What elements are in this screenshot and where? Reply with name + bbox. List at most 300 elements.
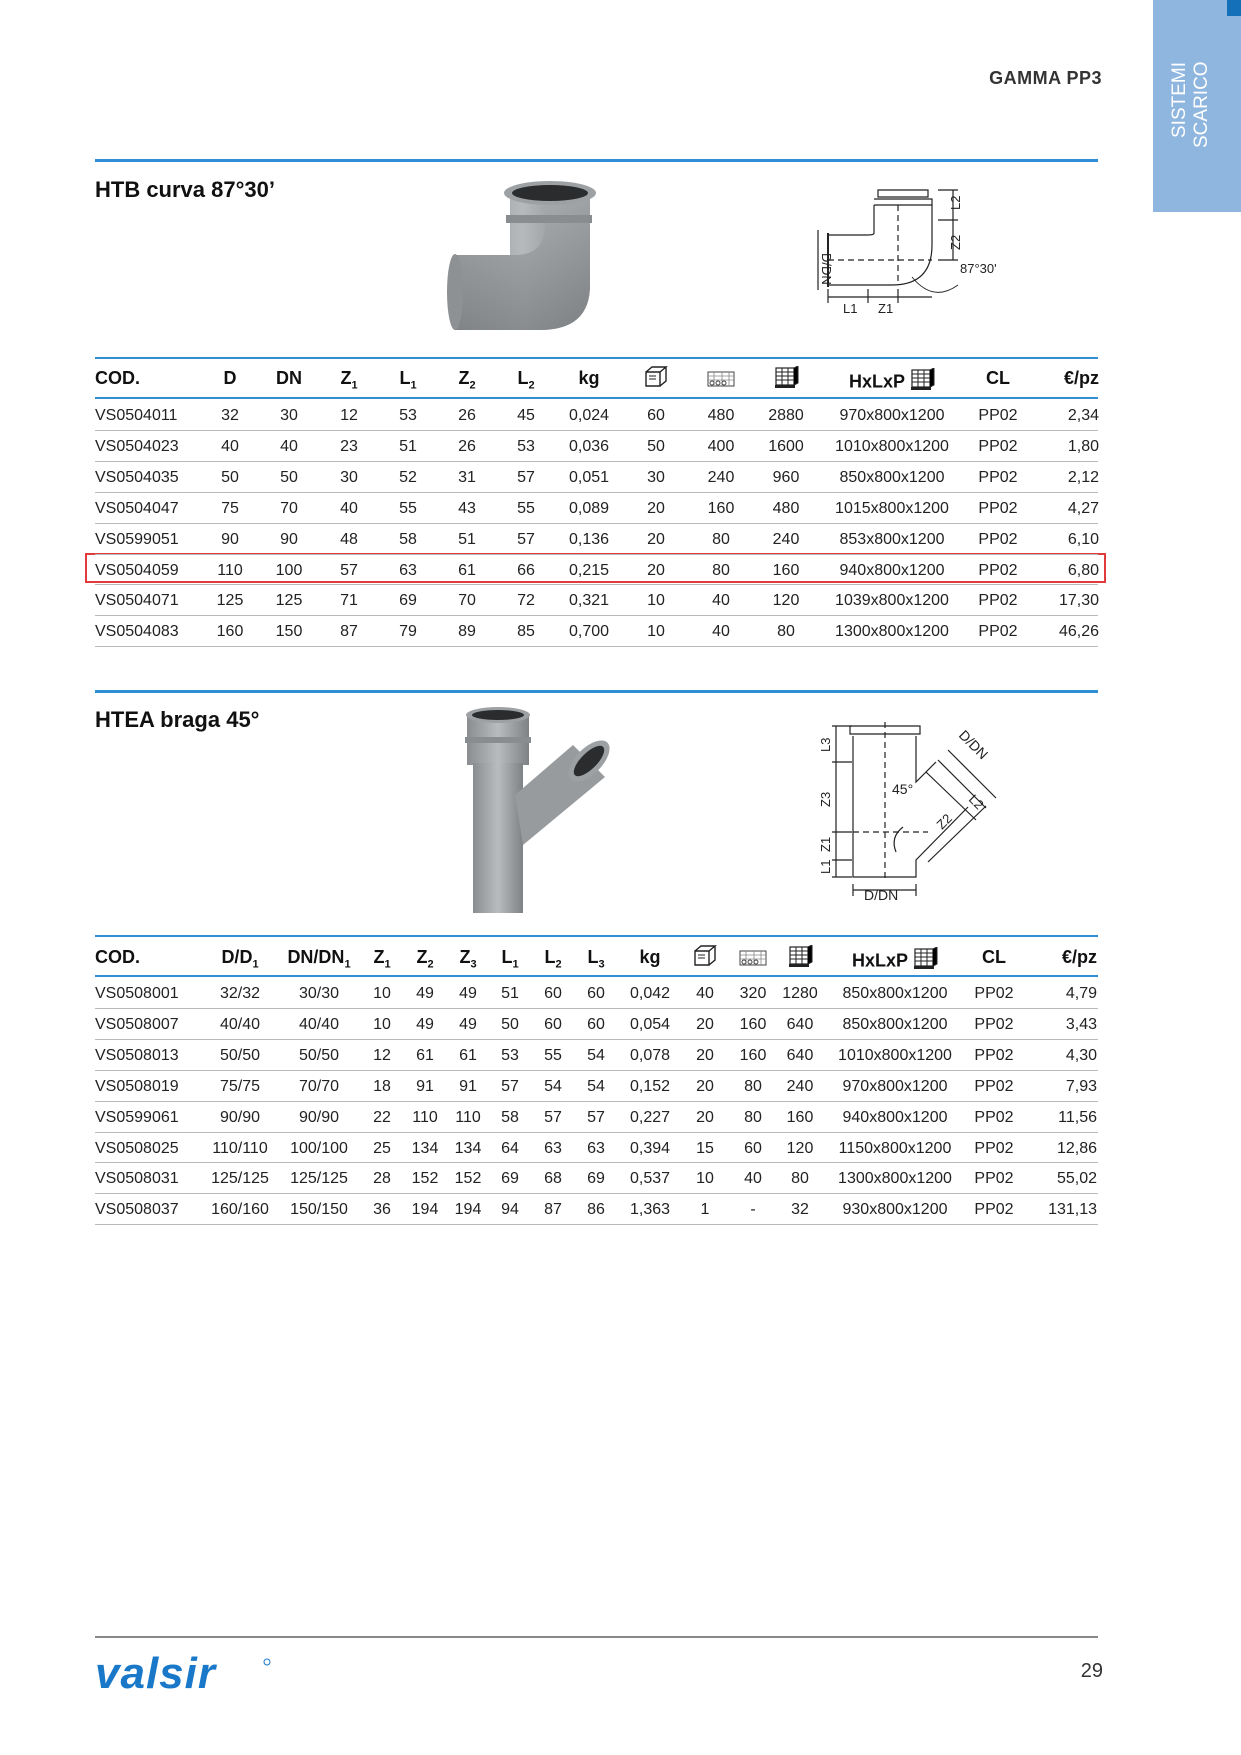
table-cell: 53 bbox=[399, 407, 417, 424]
table-cell: 50/50 bbox=[219, 1046, 261, 1064]
table-cell: VS0508031 bbox=[95, 1170, 179, 1188]
column-header: HxLxP bbox=[852, 947, 938, 976]
table-cell: 49 bbox=[416, 985, 434, 1002]
table-row-divider bbox=[95, 584, 1098, 585]
table-cell: 152 bbox=[411, 1170, 439, 1188]
table-cell: 850x800x1200 bbox=[842, 985, 948, 1002]
table-cell: 3,43 bbox=[1065, 1015, 1097, 1033]
table-header-rule bbox=[95, 397, 1098, 399]
table-cell: 120 bbox=[786, 1139, 814, 1157]
table-cell: 930x800x1200 bbox=[842, 1201, 948, 1219]
table-cell: VS0504035 bbox=[95, 468, 179, 486]
table-cell: 71 bbox=[340, 592, 358, 610]
table-cell: 400 bbox=[707, 437, 735, 455]
table-cell: 125 bbox=[216, 592, 244, 610]
column-header: $Z_2$ bbox=[416, 947, 434, 971]
table-cell: PP02 bbox=[974, 1108, 1014, 1126]
table-cell: 10 bbox=[373, 985, 391, 1002]
table-row-divider bbox=[95, 1101, 1098, 1102]
table-cell: 53 bbox=[517, 437, 535, 455]
table-cell: 2,12 bbox=[1067, 468, 1099, 486]
table-cell: PP02 bbox=[974, 985, 1014, 1002]
table-cell: 160 bbox=[707, 499, 735, 517]
table-cell: 22 bbox=[373, 1108, 391, 1126]
table-cell: PP02 bbox=[978, 530, 1018, 548]
column-header: COD. bbox=[95, 947, 140, 967]
table-cell: 60 bbox=[587, 1015, 605, 1033]
table-cell: 0,394 bbox=[629, 1139, 671, 1157]
table-cell: 58 bbox=[501, 1108, 519, 1126]
column-header: $Z_1$ bbox=[373, 947, 391, 971]
table-cell: 110/110 bbox=[212, 1139, 268, 1157]
table-cell: 12 bbox=[373, 1046, 391, 1064]
table-cell: 100/100 bbox=[290, 1139, 348, 1157]
table-cell: VS0508037 bbox=[95, 1201, 179, 1219]
table-row-divider bbox=[95, 523, 1098, 524]
table-cell: 940x800x1200 bbox=[839, 561, 945, 579]
table-row-divider bbox=[95, 1070, 1098, 1071]
table-cell: 10 bbox=[373, 1015, 391, 1033]
table-cell: 63 bbox=[544, 1139, 562, 1157]
table-cell: VS0599061 bbox=[95, 1108, 179, 1126]
table-cell: 120 bbox=[772, 592, 800, 610]
section-title-htb: HTB curva 87°30’ bbox=[95, 177, 275, 202]
table-cell: 69 bbox=[399, 592, 417, 610]
table-cell: 1150x800x1200 bbox=[838, 1139, 952, 1157]
table-cell: 36 bbox=[373, 1201, 391, 1219]
table-cell: 7,93 bbox=[1065, 1077, 1097, 1095]
product-range-title: GAMMA PP3 bbox=[989, 68, 1102, 88]
table-cell: 51 bbox=[399, 437, 417, 455]
table-cell: PP02 bbox=[978, 468, 1018, 486]
table-cell: 49 bbox=[459, 1015, 477, 1033]
table-cell: 110 bbox=[412, 1108, 438, 1126]
table-cell: 54 bbox=[544, 1077, 562, 1095]
table-cell: PP02 bbox=[974, 1046, 1014, 1064]
table-cell: 12 bbox=[340, 407, 358, 424]
table-cell: 70 bbox=[280, 499, 298, 517]
table-cell: 50 bbox=[280, 468, 298, 486]
table-cell: 85 bbox=[517, 623, 535, 641]
table-cell: 26 bbox=[458, 407, 476, 424]
table-cell: 125/125 bbox=[211, 1170, 269, 1188]
table-cell: 80 bbox=[744, 1108, 762, 1126]
valsir-logo bbox=[95, 1652, 275, 1696]
column-header: HxLxP bbox=[849, 368, 935, 397]
table-cell: 240 bbox=[786, 1077, 814, 1095]
table-cell: VS0504047 bbox=[95, 499, 179, 517]
table-row-divider bbox=[95, 554, 1098, 555]
table-cell: 6,10 bbox=[1067, 530, 1099, 548]
table-cell: 26 bbox=[458, 437, 476, 455]
table-cell: 480 bbox=[772, 499, 800, 517]
table-cell: 150 bbox=[275, 623, 303, 641]
table-cell: 60 bbox=[544, 985, 562, 1002]
box-icon bbox=[644, 366, 668, 393]
table-cell: 80 bbox=[777, 623, 795, 641]
table-cell: 0,136 bbox=[568, 530, 610, 548]
table-row-divider bbox=[95, 1162, 1098, 1163]
table-cell: 11,56 bbox=[1058, 1108, 1097, 1126]
table-cell: 134 bbox=[411, 1139, 439, 1157]
table-row-divider bbox=[95, 646, 1098, 647]
table-cell: 45 bbox=[517, 407, 535, 424]
htb-bend-technical-drawing bbox=[808, 185, 1018, 325]
table-cell: 60 bbox=[587, 985, 605, 1002]
table-cell: PP02 bbox=[978, 437, 1018, 455]
table-cell: 61 bbox=[459, 1046, 477, 1064]
table-cell: - bbox=[750, 1201, 756, 1219]
table-cell: 72 bbox=[517, 592, 535, 610]
table-cell: PP02 bbox=[978, 499, 1018, 517]
table-cell: 40/40 bbox=[219, 1015, 261, 1033]
pallet-icon bbox=[909, 376, 935, 396]
table-cell: 87 bbox=[544, 1201, 562, 1219]
label-l3: L3 bbox=[818, 737, 833, 752]
table-cell: 60 bbox=[647, 407, 665, 424]
column-header: $Z_1$ bbox=[340, 368, 358, 392]
table-cell: 640 bbox=[786, 1046, 814, 1064]
table-cell: 160 bbox=[786, 1108, 814, 1126]
table-cell: 240 bbox=[707, 468, 735, 486]
table-cell: 10 bbox=[647, 623, 665, 641]
table-cell: 0,051 bbox=[568, 468, 610, 486]
label-ddn: D/DN bbox=[819, 253, 834, 285]
table-cell: 18 bbox=[373, 1077, 391, 1095]
table-cell: 20 bbox=[696, 1015, 714, 1033]
table-cell: 0,152 bbox=[629, 1077, 671, 1095]
label-ddn-top: D/DN bbox=[955, 726, 992, 763]
label-l2: L2 bbox=[965, 791, 987, 813]
table-cell: VS0504011 bbox=[95, 407, 178, 424]
table-cell: 46,26 bbox=[1058, 623, 1099, 641]
table-cell: 51 bbox=[501, 985, 519, 1002]
table-cell: 0,036 bbox=[568, 437, 610, 455]
column-header: D bbox=[223, 368, 237, 388]
label-z1: Z1 bbox=[878, 301, 894, 316]
table-cell: 94 bbox=[501, 1201, 519, 1219]
column-header: €/pz bbox=[1061, 947, 1097, 967]
column-header: DN bbox=[276, 368, 302, 388]
table-cell: 54 bbox=[587, 1077, 605, 1095]
column-header: $L_1$ bbox=[501, 947, 519, 971]
table-row-divider bbox=[95, 1008, 1098, 1009]
table-cell: 40 bbox=[744, 1170, 762, 1188]
table-cell: 50 bbox=[221, 468, 239, 486]
table-row-divider bbox=[95, 492, 1098, 493]
table-cell: 110 bbox=[217, 561, 243, 579]
table-cell: 57 bbox=[544, 1108, 562, 1126]
page-number: 29 bbox=[1080, 1660, 1103, 1682]
table-cell: 60 bbox=[744, 1139, 762, 1157]
table-cell: 850x800x1200 bbox=[839, 468, 945, 486]
table-cell: 54 bbox=[587, 1046, 605, 1064]
table-cell: 110 bbox=[455, 1108, 481, 1126]
section-divider bbox=[95, 690, 1098, 693]
table-cell: VS0508025 bbox=[95, 1139, 179, 1157]
table-cell: 131,13 bbox=[1048, 1201, 1097, 1219]
table-cell: PP02 bbox=[978, 561, 1018, 579]
table-cell: 89 bbox=[458, 623, 476, 641]
table-cell: VS0504059 bbox=[95, 561, 179, 579]
table-cell: 90 bbox=[280, 530, 298, 548]
table-cell: 87 bbox=[340, 623, 358, 641]
table-cell: 6,80 bbox=[1067, 561, 1099, 579]
htea-branch-technical-drawing bbox=[808, 712, 1018, 912]
table-cell: 30 bbox=[647, 468, 665, 486]
pallet-icon bbox=[912, 955, 938, 975]
table-cell: 86 bbox=[587, 1201, 605, 1219]
section-title-htea: HTEA braga 45° bbox=[95, 707, 260, 732]
table-cell: 32/32 bbox=[219, 985, 261, 1002]
table-cell: 57 bbox=[517, 530, 535, 548]
table-cell: 31 bbox=[458, 468, 476, 486]
table-cell: 80 bbox=[712, 530, 730, 548]
table-cell: 50 bbox=[647, 437, 665, 455]
table-row-divider bbox=[95, 1039, 1098, 1040]
table-cell: 58 bbox=[399, 530, 417, 548]
table-cell: 194 bbox=[411, 1201, 439, 1219]
table-cell: VS0508019 bbox=[95, 1077, 179, 1095]
table-cell: 52 bbox=[399, 468, 417, 486]
table-cell: 75/75 bbox=[219, 1077, 261, 1095]
label-z3: Z3 bbox=[818, 791, 833, 807]
table-cell: 160/160 bbox=[211, 1201, 269, 1219]
table-cell: 79 bbox=[399, 623, 417, 641]
table-cell: 51 bbox=[458, 530, 476, 548]
table-cell: 30 bbox=[340, 468, 358, 486]
side-tab-line2: SCARICO bbox=[1191, 61, 1212, 148]
table-cell: 30/30 bbox=[298, 985, 340, 1002]
table-cell: 32 bbox=[791, 1201, 809, 1219]
table-cell: 69 bbox=[587, 1170, 605, 1188]
table-cell: 940x800x1200 bbox=[842, 1108, 948, 1126]
table-cell: 55,02 bbox=[1056, 1170, 1097, 1188]
table-cell: 0,042 bbox=[629, 985, 671, 1002]
table-cell: 40/40 bbox=[298, 1015, 340, 1033]
table-cell: PP02 bbox=[974, 1077, 1014, 1095]
label-z2: Z2 bbox=[933, 810, 955, 833]
table-cell: 0,321 bbox=[568, 592, 610, 610]
column-header: CL bbox=[982, 947, 1006, 967]
table-cell: 63 bbox=[587, 1139, 605, 1157]
table-row-divider bbox=[95, 1224, 1098, 1225]
table-cell: 40 bbox=[280, 437, 298, 455]
column-header: $D/D_1$ bbox=[221, 947, 259, 971]
table-cell: 61 bbox=[416, 1046, 434, 1064]
table-row-divider bbox=[95, 430, 1098, 431]
table-cell: 57 bbox=[340, 561, 358, 579]
table-row-divider bbox=[95, 1193, 1098, 1194]
table-cell: 160 bbox=[739, 1046, 767, 1064]
table-cell: 1010x800x1200 bbox=[838, 1046, 952, 1064]
logo-text: valsir bbox=[95, 1652, 216, 1696]
table-cell: 0,215 bbox=[568, 561, 610, 579]
table-cell: 853x800x1200 bbox=[839, 530, 945, 548]
table-cell: 0,537 bbox=[629, 1170, 671, 1188]
table-cell: 70 bbox=[458, 592, 476, 610]
column-header: CL bbox=[986, 368, 1010, 388]
column-header: kg bbox=[639, 947, 661, 967]
label-ddn-bottom: D/DN bbox=[864, 887, 899, 903]
table-cell: 90/90 bbox=[298, 1108, 340, 1126]
column-header: $L_1$ bbox=[399, 368, 417, 392]
table-cell: 970x800x1200 bbox=[842, 1077, 948, 1095]
table-cell: 20 bbox=[647, 530, 665, 548]
table-cell: 0,089 bbox=[568, 499, 610, 517]
table-cell: 61 bbox=[458, 561, 476, 579]
label-angle: 87°30' bbox=[960, 261, 997, 276]
table-cell: 0,227 bbox=[629, 1108, 671, 1126]
table-cell: 4,27 bbox=[1067, 499, 1099, 517]
table-cell: 55 bbox=[517, 499, 535, 517]
table-cell: 80 bbox=[791, 1170, 809, 1188]
table-cell: 480 bbox=[707, 407, 735, 424]
table-cell: 1300x800x1200 bbox=[838, 1170, 952, 1188]
table-cell: 40 bbox=[712, 623, 730, 641]
table-cell: 20 bbox=[647, 499, 665, 517]
table-cell: 64 bbox=[501, 1139, 519, 1157]
table-cell: PP02 bbox=[974, 1201, 1014, 1219]
box-icon bbox=[693, 945, 717, 972]
table-cell: 20 bbox=[647, 561, 665, 579]
label-l2: L2 bbox=[948, 195, 963, 210]
table-cell: 1,363 bbox=[629, 1201, 671, 1219]
column-header: $L_2$ bbox=[517, 368, 535, 392]
table-cell: 194 bbox=[454, 1201, 482, 1219]
table-cell: 10 bbox=[696, 1170, 714, 1188]
table-cell: 125/125 bbox=[290, 1170, 348, 1188]
table-header-rule bbox=[95, 975, 1098, 977]
table-cell: 49 bbox=[459, 985, 477, 1002]
htb-bend-product-image bbox=[440, 175, 615, 340]
table-cell: 57 bbox=[587, 1108, 605, 1126]
table-cell: 160 bbox=[739, 1015, 767, 1033]
table-cell: 1,80 bbox=[1067, 437, 1099, 455]
table-cell: 55 bbox=[544, 1046, 562, 1064]
table-cell: 150/150 bbox=[290, 1201, 348, 1219]
table-cell: 240 bbox=[772, 530, 800, 548]
table-cell: 20 bbox=[696, 1046, 714, 1064]
column-header: $Z_2$ bbox=[458, 368, 476, 392]
table-cell: PP02 bbox=[978, 592, 1018, 610]
table-cell: 57 bbox=[517, 468, 535, 486]
label-angle: 45° bbox=[892, 781, 914, 797]
pallet-icon bbox=[773, 366, 799, 395]
table-cell: VS0599051 bbox=[95, 530, 179, 548]
table-cell: 80 bbox=[712, 561, 730, 579]
table-cell: 49 bbox=[416, 1015, 434, 1033]
table-top-rule bbox=[95, 357, 1098, 359]
table-cell: VS0508013 bbox=[95, 1046, 179, 1064]
table-cell: 320 bbox=[739, 985, 767, 1002]
table-cell: 40 bbox=[340, 499, 358, 517]
label-l1: L1 bbox=[843, 301, 858, 316]
table-cell: 30 bbox=[280, 407, 298, 424]
side-tab-label bbox=[1160, 20, 1240, 190]
table-cell: 91 bbox=[459, 1077, 477, 1095]
table-cell: 1015x800x1200 bbox=[835, 499, 949, 517]
table-cell: 970x800x1200 bbox=[839, 407, 945, 424]
table-row-divider bbox=[95, 1132, 1098, 1133]
table-cell: VS0504083 bbox=[95, 623, 179, 641]
table-cell: 53 bbox=[501, 1046, 519, 1064]
table-cell: 50/50 bbox=[298, 1046, 340, 1064]
table-cell: 2,34 bbox=[1067, 407, 1099, 424]
table-cell: 28 bbox=[373, 1170, 391, 1188]
table-cell: 152 bbox=[454, 1170, 482, 1188]
column-header: $L_2$ bbox=[544, 947, 562, 971]
table-cell: 1 bbox=[700, 1201, 710, 1219]
column-header: $L_3$ bbox=[587, 947, 605, 971]
table-cell: 12,86 bbox=[1056, 1139, 1097, 1157]
table-cell: PP02 bbox=[974, 1139, 1014, 1157]
table-cell: 17,30 bbox=[1058, 592, 1099, 610]
label-l1: L1 bbox=[818, 859, 833, 874]
table-cell: 0,024 bbox=[568, 407, 610, 424]
label-z2: Z2 bbox=[948, 234, 963, 250]
table-row-divider bbox=[95, 461, 1098, 462]
bundle-icon bbox=[706, 366, 736, 395]
table-cell: PP02 bbox=[978, 407, 1018, 424]
table-cell: 850x800x1200 bbox=[842, 1015, 948, 1033]
label-z1: Z1 bbox=[818, 836, 833, 852]
tab-marker bbox=[1227, 0, 1241, 16]
table-cell: PP02 bbox=[974, 1015, 1014, 1033]
table-cell: 134 bbox=[454, 1139, 482, 1157]
table-cell: PP02 bbox=[974, 1170, 1014, 1188]
column-header: $DN/DN_1$ bbox=[287, 947, 351, 971]
table-cell: 69 bbox=[501, 1170, 519, 1188]
table-cell: 63 bbox=[399, 561, 417, 579]
table-cell: 100 bbox=[275, 561, 303, 579]
table-cell: PP02 bbox=[978, 623, 1018, 641]
column-header: $Z_3$ bbox=[459, 947, 477, 971]
table-cell: 32 bbox=[221, 407, 239, 424]
table-cell: 48 bbox=[340, 530, 358, 548]
table-cell: 40 bbox=[696, 985, 714, 1002]
table-top-rule bbox=[95, 935, 1098, 937]
htea-branch-product-image bbox=[455, 705, 615, 915]
table-cell: VS0508001 bbox=[95, 985, 179, 1002]
table-cell: 55 bbox=[399, 499, 417, 517]
table-cell: 1039x800x1200 bbox=[835, 592, 949, 610]
table-cell: 960 bbox=[772, 468, 800, 486]
table-cell: 75 bbox=[221, 499, 239, 517]
table-row-divider bbox=[95, 615, 1098, 616]
table-cell: 40 bbox=[712, 592, 730, 610]
table-cell: 0,700 bbox=[568, 623, 610, 641]
table-cell: 20 bbox=[696, 1108, 714, 1126]
section-divider bbox=[95, 159, 1098, 162]
table-cell: 160 bbox=[772, 561, 800, 579]
table-cell: 20 bbox=[696, 1077, 714, 1095]
table-cell: VS0504023 bbox=[95, 437, 179, 455]
bundle-icon bbox=[738, 945, 768, 974]
table-cell: 25 bbox=[373, 1139, 391, 1157]
table-cell: 1600 bbox=[768, 437, 804, 455]
table-cell: 70/70 bbox=[298, 1077, 340, 1095]
table-cell: 50 bbox=[501, 1015, 519, 1033]
table-cell: 23 bbox=[340, 437, 358, 455]
table-cell: 68 bbox=[544, 1170, 562, 1188]
table-cell: 0,054 bbox=[629, 1015, 671, 1033]
table-cell: 15 bbox=[696, 1139, 714, 1157]
table-cell: VS0504071 bbox=[95, 592, 179, 610]
column-header: kg bbox=[578, 368, 600, 388]
table-cell: 4,79 bbox=[1065, 985, 1097, 1002]
table-cell: 60 bbox=[544, 1015, 562, 1033]
